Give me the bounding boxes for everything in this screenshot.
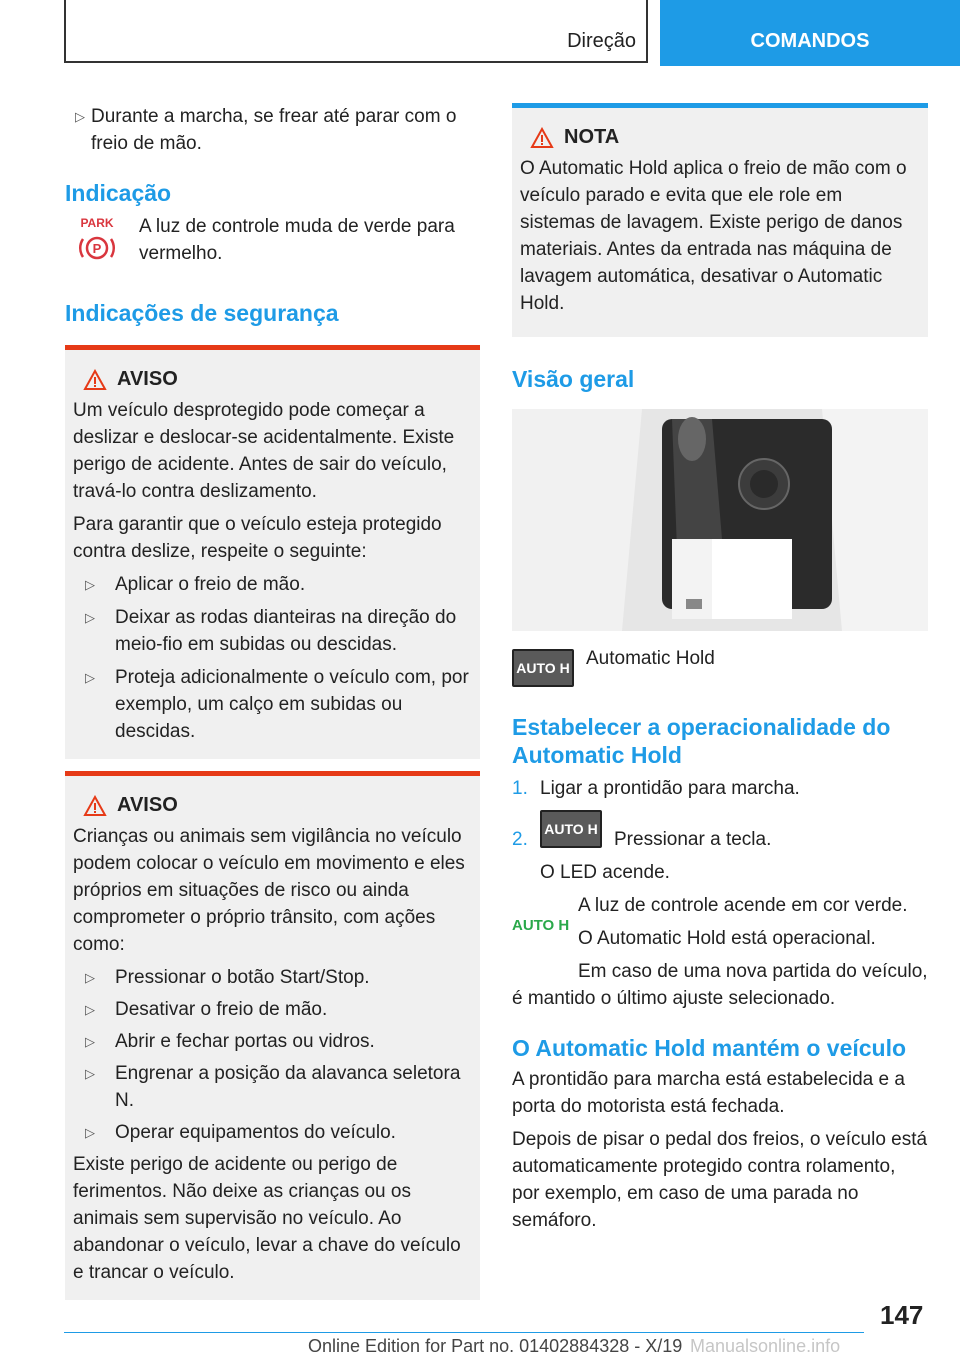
list-item: ▷ Proteja adicionalmente o veículo com, por exemplo, um calço em subidas ou descidas. [73,664,472,745]
key-caption: Automatic Hold [586,648,715,669]
seguranca-heading: Indicações de segurança [65,300,339,326]
page-number: 147 [880,1300,924,1330]
svg-text:P: P [92,241,102,256]
indicacao-text: A luz de controle muda de verde para vermelho. [139,216,455,264]
key-caption-row [512,649,928,687]
list-item: ▷ Durante a marcha, se frear até parar com o freio de mão. [63,103,480,157]
note-text: O Automatic Hold aplica o freio de mão com o veículo parado e evita que ele role em sistemas de lavagem. Existe perigo de danos materiais. Antes da entrada nas máquina de lavagem automática, desativar o Automatic Hold. [520,158,907,314]
park-brake-icon [75,213,119,263]
footer-edition: Online Edition for Part no. 01402884328 - X/19 [308,1336,683,1356]
warning-triangle-icon [83,369,107,391]
list-item: ▷ Operar equipamentos do veículo. [73,1119,472,1146]
list-item: ▷ Deixar as rodas dianteiras na direção do meio-fio em subidas ou descidas. [73,604,472,658]
center-console-image [512,409,928,631]
triangle-bullet-icon: ▷ [85,670,95,685]
mantem-heading: O Automatic Hold mantém o veículo [512,1035,907,1061]
section-title: Direção [567,30,636,52]
triangle-bullet-icon: ▷ [85,1125,95,1140]
visao-heading: Visão geral [512,366,635,392]
warning-text: Para garantir que o veículo esteja protegido contra deslize, respeite o seguinte: [73,514,442,562]
list-item: ▷ Desativar o freio de mão. [73,996,472,1023]
right-column [512,103,928,1234]
indicacao-heading: Indicação [65,180,172,206]
warning-triangle-icon [83,795,107,817]
chapter-tab: COMANDOS [660,0,960,66]
green-indicator-row: AUTO H A luz de controle acende em cor verde. O Automatic Hold está operacional. [512,892,928,958]
list-item: ▷ Aplicar o freio de mão. [73,571,472,598]
mantem-p1: A prontidão para marcha está estabelecida e a porta do motorista está fechada. [512,1069,905,1117]
auto-h-green-indicator: AUTO H [512,917,570,934]
warning-text: Existe perigo de acidente ou perigo de ferimentos. Não deixe as crianças ou os animais sem supervisão no veículo. Ao abandonar o veículo, levar a chave do veículo e trancar o veículo. [73,1154,461,1283]
triangle-bullet-icon: ▷ [85,1034,95,1049]
warning-box-1 [65,345,480,759]
green-text-3: Em caso de uma nova partida do veículo, é mantido o último ajuste selecionado. [512,961,928,1009]
warning-text: Crianças ou animais sem vigilância no veículo podem colocar o veículo em movimento e eles próprios em situações de risco ou ainda comprometer o próprio trânsito, com ações como: [73,826,465,955]
note-box [512,103,928,337]
list-item: ▷ Abrir e fechar portas ou vidros. [73,1028,472,1055]
triangle-bullet-icon: ▷ [85,1002,95,1017]
note-title: NOTA [530,124,920,151]
warning-text: Um veículo desprotegido pode começar a deslizar e deslocar-se acidentalmente. Existe perigo de acidente. Antes de sair do veículo, travá-lo contra deslizamento. [73,400,455,502]
triangle-bullet-icon: ▷ [85,577,95,592]
footer-watermark: Manualsonline.info [690,1336,841,1356]
auto-h-key-icon: AUTO H [540,810,602,848]
footer-divider [64,1332,864,1333]
warning-box-2 [65,771,480,1300]
list-item: ▷ Pressionar o botão Start/Stop. [73,964,472,991]
mantem-p2: Depois de pisar o pedal dos freios, o veículo está automaticamente protegido contra rolamento, por exemplo, em caso de uma parada no semáforo. [512,1129,928,1231]
estabelecer-heading: Estabelecer a operacionalidade do Automatic Hold [512,714,891,768]
warning-title: AVISO [83,366,472,393]
triangle-bullet-icon: ▷ [85,970,95,985]
note-triangle-icon [530,127,554,149]
led-text: O LED acende. [540,862,670,883]
console-photo [512,409,928,631]
triangle-bullet-icon: ▷ [85,1066,95,1081]
triangle-bullet-icon: ▷ [85,610,95,625]
step-item: 1. Ligar a prontidão para marcha. [512,778,800,799]
warning-title: AVISO [83,792,472,819]
park-icon-label: PARK [80,216,114,230]
header-frame [64,0,648,63]
step-item: 2. AUTO H Pressionar a tecla. [512,814,928,853]
auto-h-key-icon: AUTO H [512,649,574,687]
left-column [65,103,480,1300]
triangle-bullet-icon: ▷ [75,109,85,124]
indicacao-row [75,213,480,267]
list-item: ▷ Engrenar a posição da alavanca seletora N. [73,1060,472,1114]
